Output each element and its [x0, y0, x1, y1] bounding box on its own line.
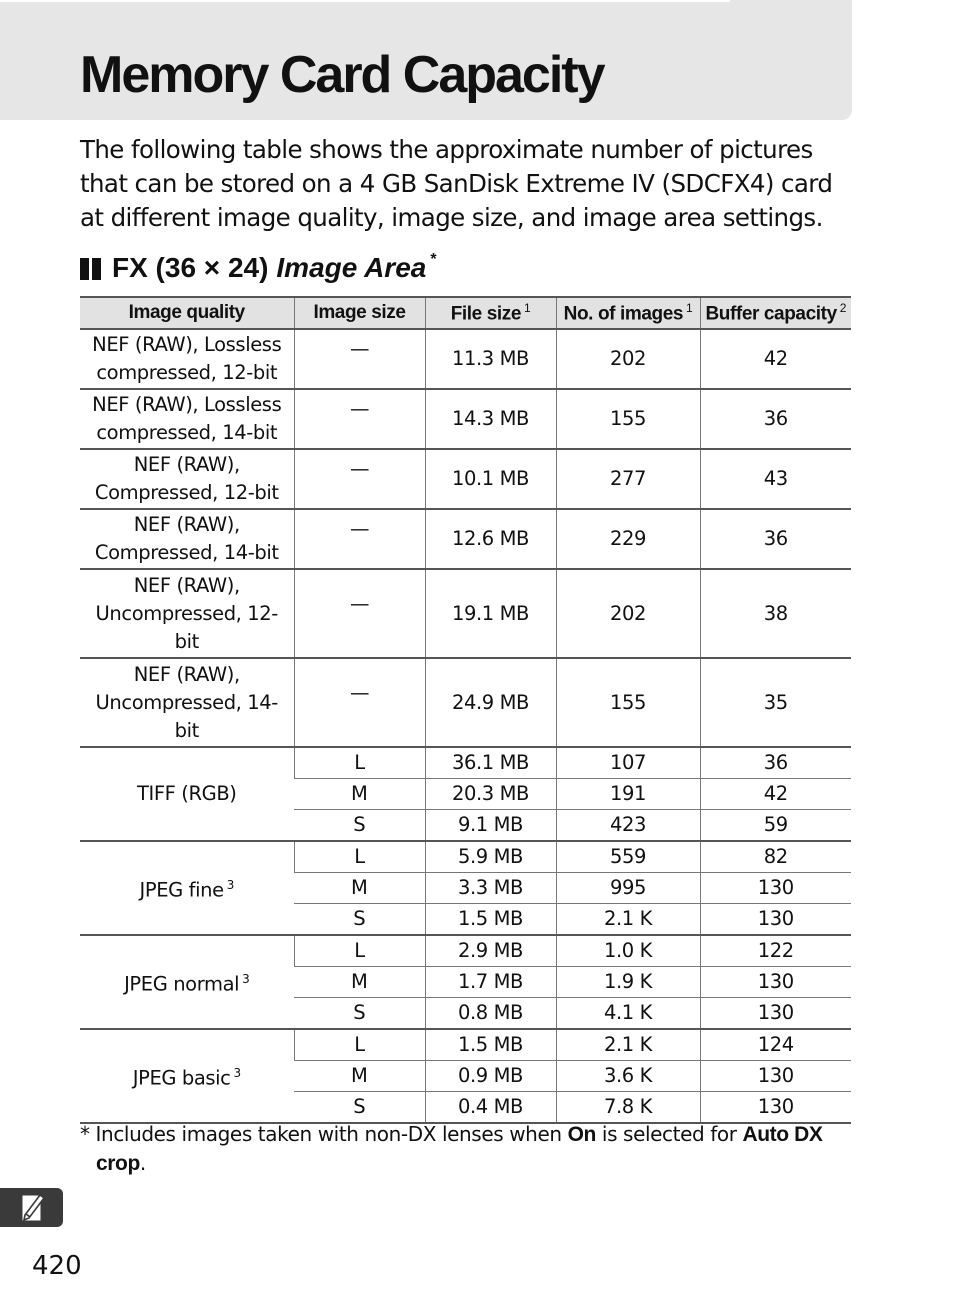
cell-image-size: L — [294, 935, 425, 967]
cell-image-count: 4.1 K — [556, 998, 700, 1030]
cell-image-size: S — [294, 810, 425, 842]
pencil-note-icon — [22, 1193, 46, 1222]
cell-file-size: 10.1 MB — [425, 449, 556, 509]
cell-image-quality: NEF (RAW), Lossless compressed, 12-bit — [80, 329, 294, 389]
cell-image-size: M — [294, 1061, 425, 1092]
cell-buffer-capacity: 35 — [700, 658, 851, 747]
column-header — [700, 297, 851, 329]
section-heading-main: FX (36 × 24) — [112, 252, 269, 283]
cell-buffer-capacity: 36 — [700, 509, 851, 569]
table-row — [80, 569, 851, 658]
dash-value: — — [349, 337, 370, 360]
cell-image-size: M — [294, 779, 425, 810]
cell-image-quality — [80, 747, 294, 841]
quality-footnote-mark: 3 — [226, 878, 234, 893]
cell-file-size: 36.1 MB — [425, 747, 556, 779]
cell-image-size: S — [294, 1092, 425, 1124]
cell-file-size: 1.5 MB — [425, 1029, 556, 1061]
cell-image-quality: NEF (RAW), Lossless compressed, 14-bit — [80, 389, 294, 449]
cell-image-count: 3.6 K — [556, 1061, 700, 1092]
intro-paragraph: The following table shows the approximate number of pictures that can be stored on a 4 GB SanDisk Extreme IV (SDCFX4) card at different image quality, image size, and image area settings. — [80, 135, 833, 232]
footnote — [80, 1120, 868, 1178]
cell-image-size — [294, 329, 425, 389]
cell-buffer-capacity: 38 — [700, 569, 851, 658]
cell-image-quality — [80, 935, 294, 1029]
cell-image-count: 229 — [556, 509, 700, 569]
cell-image-count: 2.1 K — [556, 904, 700, 936]
cell-file-size: 19.1 MB — [425, 569, 556, 658]
cell-image-count: 202 — [556, 569, 700, 658]
cell-image-size: M — [294, 873, 425, 904]
cell-image-size: L — [294, 841, 425, 873]
footnote-bold-auto-dx-crop: Auto DX crop — [96, 1123, 823, 1175]
table-row — [80, 509, 851, 569]
cell-image-count: 155 — [556, 389, 700, 449]
footnote-prefix: * Includes images taken with non-DX lenses when — [80, 1122, 568, 1146]
dash-value: — — [349, 680, 370, 704]
column-header-label: No. of images — [563, 303, 684, 325]
cell-buffer-capacity: 130 — [700, 904, 851, 936]
table-row — [80, 747, 851, 779]
cell-buffer-capacity: 130 — [700, 1061, 851, 1092]
cell-buffer-capacity: 36 — [700, 389, 851, 449]
cell-buffer-capacity: 36 — [700, 747, 851, 779]
cell-image-count: 559 — [556, 841, 700, 873]
section-heading-mark: * — [430, 251, 437, 268]
cell-buffer-capacity: 59 — [700, 810, 851, 842]
cell-image-quality: NEF (RAW), Compressed, 12-bit — [80, 449, 294, 509]
column-header — [556, 297, 700, 329]
cell-image-count: 7.8 K — [556, 1092, 700, 1124]
cell-image-count: 1.9 K — [556, 967, 700, 998]
cell-image-size: L — [294, 1029, 425, 1061]
cell-image-size — [294, 389, 425, 449]
cell-buffer-capacity: 130 — [700, 998, 851, 1030]
cell-file-size: 0.4 MB — [425, 1092, 556, 1124]
table-row — [80, 841, 851, 873]
cell-file-size: 20.3 MB — [425, 779, 556, 810]
cell-buffer-capacity: 82 — [700, 841, 851, 873]
column-header — [294, 297, 425, 329]
cell-image-count: 995 — [556, 873, 700, 904]
cell-buffer-capacity: 43 — [700, 449, 851, 509]
dash-value: — — [349, 457, 370, 480]
column-header-label: Buffer capacity — [705, 303, 837, 325]
cell-image-size — [294, 449, 425, 509]
cell-image-count: 155 — [556, 658, 700, 747]
section-marker-icon — [80, 258, 104, 280]
table-row — [80, 935, 851, 967]
table-row — [80, 658, 851, 747]
quality-label: TIFF (RGB) — [136, 782, 237, 805]
page-number: 420 — [32, 1251, 82, 1281]
cell-buffer-capacity: 130 — [700, 967, 851, 998]
column-header — [80, 297, 294, 329]
table-row — [80, 449, 851, 509]
cell-image-size — [294, 658, 425, 747]
dash-value: — — [349, 397, 370, 420]
cell-file-size: 2.9 MB — [425, 935, 556, 967]
cell-image-count: 423 — [556, 810, 700, 842]
cell-file-size: 12.6 MB — [425, 509, 556, 569]
table-row — [80, 329, 851, 389]
quality-label: JPEG basic — [132, 1066, 231, 1090]
cell-image-quality — [80, 841, 294, 935]
section-heading — [80, 250, 437, 286]
cell-file-size: 5.9 MB — [425, 841, 556, 873]
dash-value: — — [349, 591, 370, 615]
quality-footnote-mark: 3 — [233, 1066, 241, 1081]
cell-file-size: 3.3 MB — [425, 873, 556, 904]
column-header-label: Image size — [313, 302, 406, 323]
cell-buffer-capacity: 130 — [700, 1092, 851, 1124]
cell-image-quality: NEF (RAW), Uncompressed, 14-bit — [80, 658, 294, 747]
cell-file-size: 24.9 MB — [425, 658, 556, 747]
capacity-table — [80, 296, 851, 1124]
cell-file-size: 14.3 MB — [425, 389, 556, 449]
cell-buffer-capacity: 42 — [700, 329, 851, 389]
cell-buffer-capacity: 42 — [700, 779, 851, 810]
cell-file-size: 9.1 MB — [425, 810, 556, 842]
cell-image-count: 191 — [556, 779, 700, 810]
section-tab — [0, 1188, 63, 1227]
section-heading-italic: Image Area — [276, 252, 427, 283]
column-header — [425, 297, 556, 329]
cell-image-quality: NEF (RAW), Compressed, 14-bit — [80, 509, 294, 569]
cell-file-size: 0.8 MB — [425, 998, 556, 1030]
cell-file-size: 1.7 MB — [425, 967, 556, 998]
cell-file-size: 11.3 MB — [425, 329, 556, 389]
cell-image-count: 277 — [556, 449, 700, 509]
cell-image-count: 2.1 K — [556, 1029, 700, 1061]
cell-image-count: 1.0 K — [556, 935, 700, 967]
title-band-edge — [0, 0, 730, 2]
dash-value: — — [349, 517, 370, 540]
page-title: Memory Card Capacity — [80, 46, 604, 104]
quality-footnote-mark: 3 — [242, 972, 250, 987]
cell-image-size: S — [294, 904, 425, 936]
cell-image-count: 202 — [556, 329, 700, 389]
column-header-footnote-mark: 1 — [524, 300, 531, 315]
cell-file-size: 0.9 MB — [425, 1061, 556, 1092]
cell-image-quality: NEF (RAW), Uncompressed, 12-bit — [80, 569, 294, 658]
footnote-suffix: . — [139, 1151, 146, 1175]
table-header-row — [80, 297, 851, 329]
cell-file-size: 1.5 MB — [425, 904, 556, 936]
column-header-label: File size — [450, 303, 522, 325]
cell-image-size: M — [294, 967, 425, 998]
cell-buffer-capacity: 122 — [700, 935, 851, 967]
footnote-bold-on: On — [567, 1123, 596, 1146]
column-header-label: Image quality — [128, 302, 245, 323]
cell-image-size: L — [294, 747, 425, 779]
quality-label: JPEG fine — [139, 878, 224, 902]
footnote-middle: is selected for — [595, 1122, 743, 1146]
table-row — [80, 389, 851, 449]
quality-label: JPEG normal — [124, 972, 240, 996]
cell-buffer-capacity: 130 — [700, 873, 851, 904]
cell-image-quality — [80, 1029, 294, 1123]
column-header-footnote-mark: 2 — [839, 300, 847, 315]
cell-image-count: 107 — [556, 747, 700, 779]
cell-image-size: S — [294, 998, 425, 1030]
table-row — [80, 1029, 851, 1061]
cell-buffer-capacity: 124 — [700, 1029, 851, 1061]
cell-image-size — [294, 569, 425, 658]
column-header-footnote-mark: 1 — [686, 300, 693, 315]
cell-image-size — [294, 509, 425, 569]
